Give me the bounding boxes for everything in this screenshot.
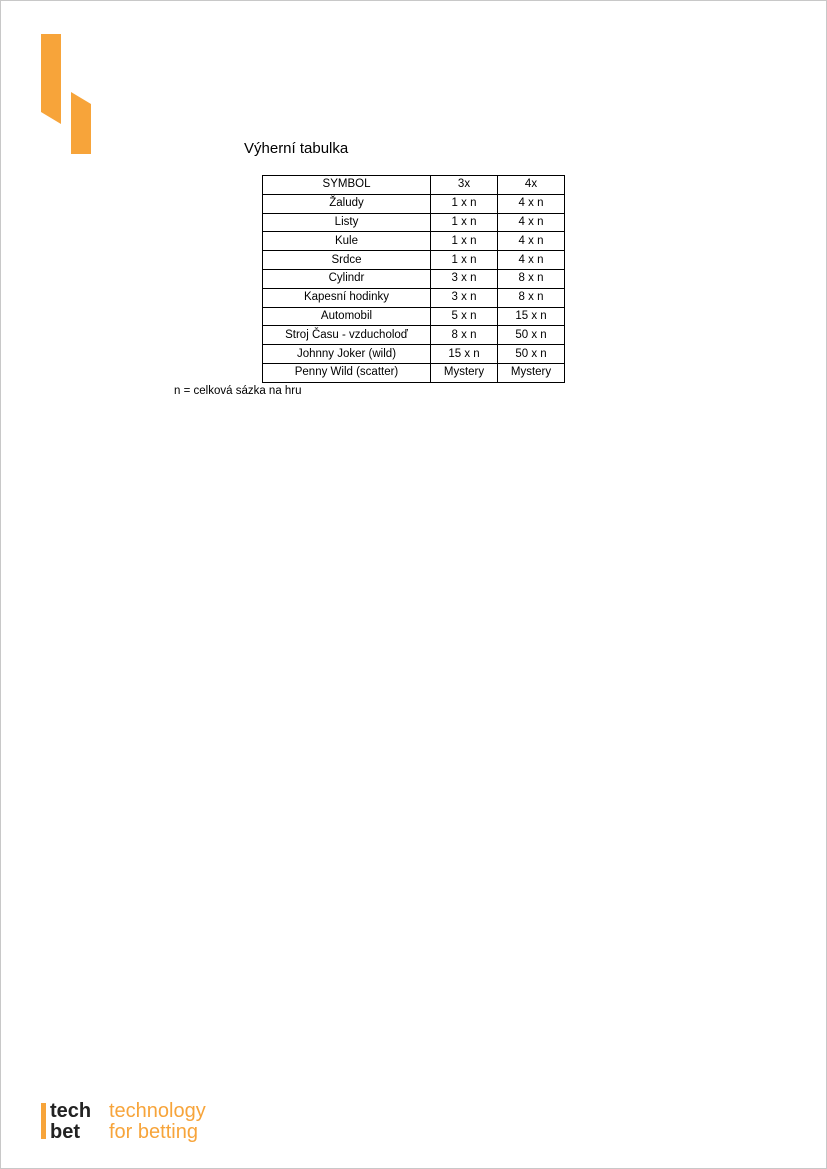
payout-4x-cell: 50 x n (498, 326, 565, 345)
payout-4x-cell: 8 x n (498, 269, 565, 288)
payout-3x-cell: 1 x n (431, 213, 498, 232)
brand-bar-icon (41, 1103, 46, 1139)
table-row (263, 232, 565, 251)
brand-word-bet: bet (50, 1121, 80, 1143)
table-row (263, 288, 565, 307)
footnote: n = celková sázka na hru (174, 385, 302, 397)
payout-3x-cell: 3 x n (431, 288, 498, 307)
symbol-cell: Listy (263, 213, 431, 232)
symbol-cell: Žaludy (263, 194, 431, 213)
symbol-cell: Automobil (263, 307, 431, 326)
table-row (263, 213, 565, 232)
symbol-cell: Stroj Času - vzducholoď (263, 326, 431, 345)
payout-3x-cell: 8 x n (431, 326, 498, 345)
page-title: Výherní tabulka (244, 140, 349, 157)
symbol-cell: Cylindr (263, 269, 431, 288)
brand-tagline-technology: technology (109, 1100, 206, 1122)
table-row (263, 307, 565, 326)
symbol-cell: Kule (263, 232, 431, 251)
payout-3x-cell: 3 x n (431, 269, 498, 288)
symbol-cell: Penny Wild (scatter) (263, 363, 431, 382)
table-row (263, 363, 565, 382)
brand-word-tech: tech (50, 1100, 92, 1122)
column-header: 3x (431, 176, 498, 195)
payout-4x-cell: 4 x n (498, 213, 565, 232)
payout-4x-cell: 8 x n (498, 288, 565, 307)
column-header: SYMBOL (263, 176, 431, 195)
payout-4x-cell: 50 x n (498, 345, 565, 364)
payout-3x-cell: 15 x n (431, 345, 498, 364)
table-row (263, 326, 565, 345)
brand-logo-mark-icon (41, 34, 93, 156)
column-header: 4x (498, 176, 565, 195)
brand-tagline-for-betting: for betting (109, 1121, 198, 1143)
payout-4x-cell: 4 x n (498, 194, 565, 213)
table-row (263, 251, 565, 270)
symbol-cell: Kapesní hodinky (263, 288, 431, 307)
payout-4x-cell: 15 x n (498, 307, 565, 326)
paytable (262, 175, 565, 383)
payout-3x-cell: 5 x n (431, 307, 498, 326)
payout-4x-cell: 4 x n (498, 232, 565, 251)
table-header-row (263, 176, 565, 195)
payout-3x-cell: 1 x n (431, 251, 498, 270)
table-row (263, 269, 565, 288)
payout-3x-cell: 1 x n (431, 194, 498, 213)
payout-4x-cell: Mystery (498, 363, 565, 382)
payout-3x-cell: Mystery (431, 363, 498, 382)
payout-4x-cell: 4 x n (498, 251, 565, 270)
table-row (263, 345, 565, 364)
payout-3x-cell: 1 x n (431, 232, 498, 251)
table-row (263, 194, 565, 213)
symbol-cell: Johnny Joker (wild) (263, 345, 431, 364)
symbol-cell: Srdce (263, 251, 431, 270)
